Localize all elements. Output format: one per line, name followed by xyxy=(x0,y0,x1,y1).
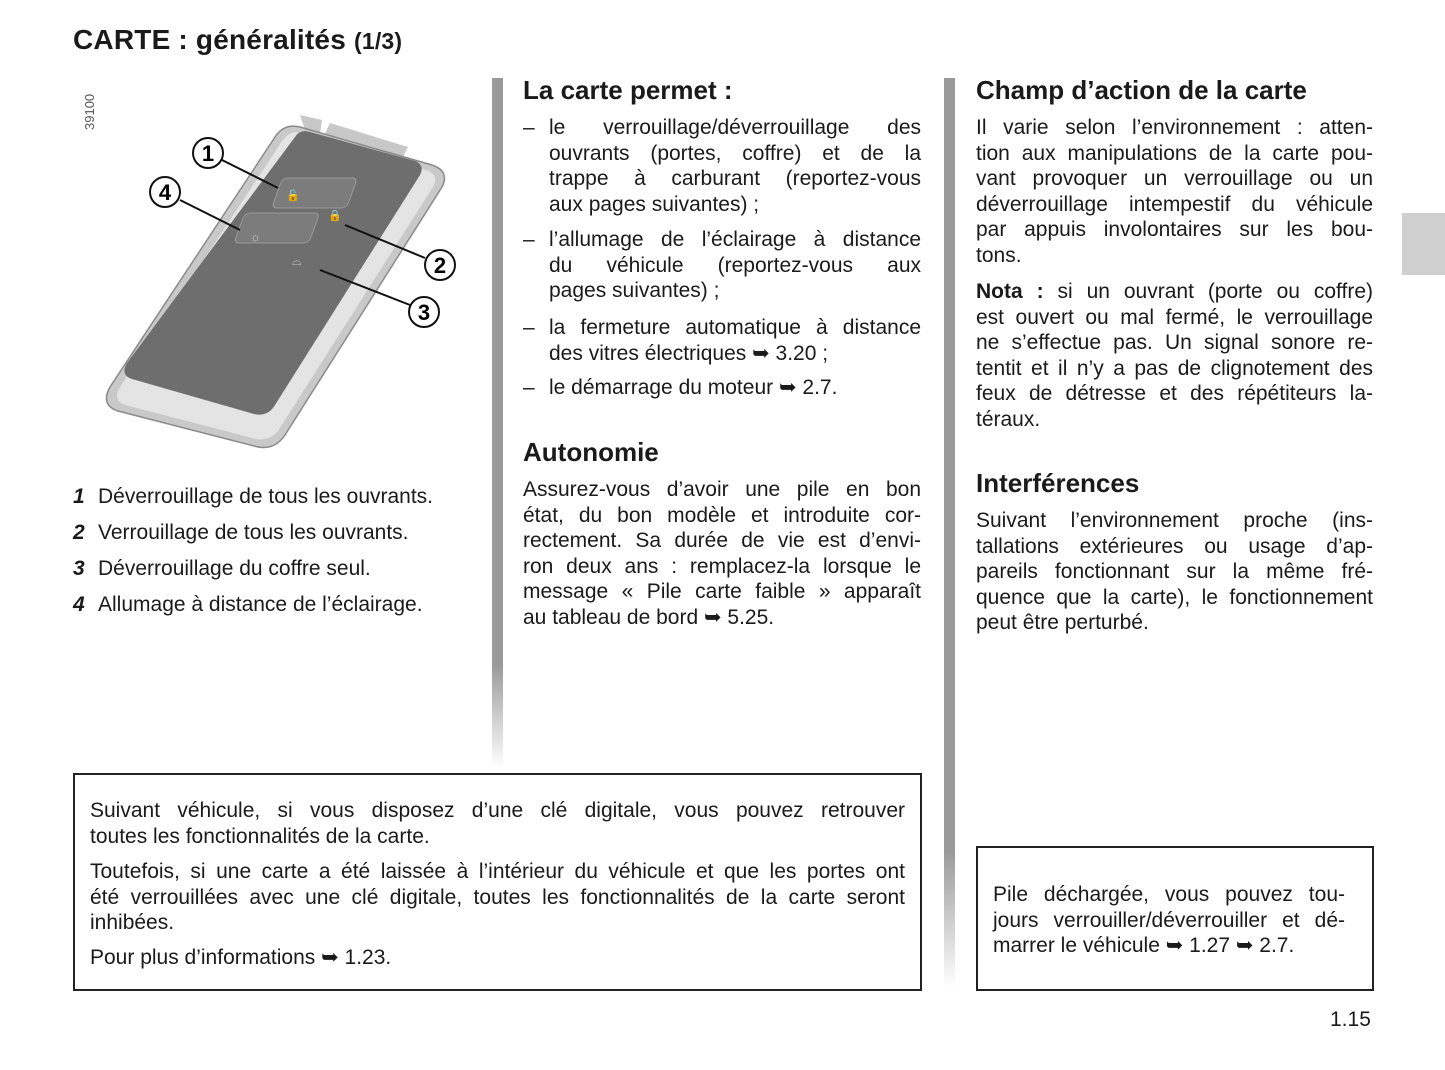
text-line: toutes les fonctionnalités de la carte. xyxy=(90,824,430,848)
digital-key-note-box xyxy=(73,773,922,991)
bullet-text xyxy=(549,375,921,401)
note-paragraph xyxy=(90,859,905,936)
callout-2 xyxy=(425,250,455,280)
text-line: été verrouillées avec une clé digitale, toutes les fonctionnalités de la carte seront xyxy=(90,885,905,909)
text-line: téraux. xyxy=(976,407,1041,431)
text-line: feux de détresse et des répétiteurs la- xyxy=(976,382,1373,405)
text-line: Suivant véhicule, si vous disposez d’une clé digitale, vous pouvez retrouver xyxy=(90,799,905,822)
text-line: Pour plus d’informations ➥ 1.23. xyxy=(90,946,392,969)
interference-paragraph xyxy=(976,508,1373,636)
legend-item xyxy=(73,556,371,582)
text-line: Toutefois, si une carte a été laissée à l’intérieur du véhicule et que les portes ont xyxy=(90,860,905,883)
title-text: CARTE : généralités xyxy=(73,24,346,55)
text-line: est ouvert ou mal fermé, le verrouillage xyxy=(976,305,1373,329)
text-line: au tableau de bord ➥ 5.25. xyxy=(523,605,775,629)
legend-num: 1 xyxy=(73,485,85,508)
callout-label: 3 xyxy=(417,300,431,325)
text-line: marrer le véhicule ➥ 1.27 ➥ 2.7. xyxy=(993,934,1295,957)
text-line: l’allumage de l’éclairage à distance xyxy=(549,228,921,251)
text-line: ne s’effectue pas. Un signal sonore re- xyxy=(976,331,1373,354)
note-paragraph xyxy=(90,945,905,971)
bullet-text xyxy=(549,315,921,366)
nota-label: Nota : xyxy=(976,280,1044,303)
legend-item xyxy=(73,520,409,546)
card-illustration xyxy=(70,75,470,480)
text-line: Assurez-vous d’avoir une pile en bon xyxy=(523,478,921,501)
text-line: du véhicule (reportez-vous aux xyxy=(549,253,921,277)
text-line: des vitres électriques ➥ 3.20 ; xyxy=(549,341,829,365)
nota-text xyxy=(976,305,1373,433)
legend-item xyxy=(73,592,423,618)
column-divider xyxy=(944,78,955,988)
callout-1 xyxy=(193,138,223,168)
column-divider xyxy=(492,78,503,768)
text-line: pareils fonctionnant sur la même fré- xyxy=(976,560,1373,583)
text-line: la fermeture automatique à distance xyxy=(549,316,921,339)
light-icon: ☼ xyxy=(250,230,261,244)
text-line: aux pages suivantes) ; xyxy=(549,192,760,216)
page-title xyxy=(73,24,402,56)
bullet-text xyxy=(549,115,921,217)
battery-note-box xyxy=(976,846,1374,991)
callout-4 xyxy=(150,177,180,207)
text-line: trappe à carburant (reportez-vous xyxy=(549,167,921,190)
section-heading-interference: Interférences xyxy=(976,468,1140,498)
text-line: peut être perturbé. xyxy=(976,611,1149,634)
dash: – xyxy=(523,316,535,339)
legend-item xyxy=(73,484,433,510)
nota-paragraph xyxy=(976,279,1373,432)
dash: – xyxy=(523,376,535,399)
text-line: quence que la carte), le fonctionnement xyxy=(976,585,1373,609)
key-card-image xyxy=(70,75,470,480)
text-line: le démarrage du moteur ➥ 2.7. xyxy=(549,376,838,399)
bullet-text xyxy=(549,227,921,304)
page-number: 1.15 xyxy=(1330,1008,1371,1031)
legend-text: Allumage à distance de l’éclairage. xyxy=(98,593,423,616)
text-line: inhibées. xyxy=(90,911,175,934)
trunk-icon: ⌓ xyxy=(292,254,302,268)
text-line: rectement. Sa durée de vie est d’envi- xyxy=(523,529,921,552)
chapter-tab xyxy=(1402,213,1445,275)
legend-text: Déverrouillage du coffre seul. xyxy=(98,557,371,580)
lock-icon: 🔒 xyxy=(328,210,342,222)
text-line: le verrouillage/déverrouillage des xyxy=(549,116,921,139)
text-line: vant provoquer un verrouillage ou un xyxy=(976,167,1373,190)
legend-text: Verrouillage de tous les ouvrants. xyxy=(98,521,409,544)
text-line: tion aux manipulations de la carte pou- xyxy=(976,141,1373,165)
callout-label: 1 xyxy=(201,141,215,166)
text-line: tentit et il n’y a pas de clignotement des xyxy=(976,356,1373,380)
section-heading-range: Champ d’action de la carte xyxy=(976,75,1307,105)
range-paragraph xyxy=(976,115,1373,268)
nota-first-text: si un ouvrant (porte ou coffre) xyxy=(1057,280,1373,303)
unlock-icon: 🔓 xyxy=(286,190,300,202)
note-paragraph xyxy=(90,798,905,849)
text-line: Suivant l’environnement proche (ins- xyxy=(976,509,1373,532)
callout-3 xyxy=(409,297,439,327)
text-line: Il varie selon l’environnement : atten- xyxy=(976,116,1373,139)
text-line: tons. xyxy=(976,243,1022,267)
text-line: état, du bon modèle et introduite cor- xyxy=(523,503,921,527)
nota-first-line xyxy=(976,279,1373,305)
callout-label: 4 xyxy=(158,180,172,205)
callout-label: 2 xyxy=(433,253,447,278)
legend-text: Déverrouillage de tous les ouvrants. xyxy=(98,485,434,508)
dash: – xyxy=(523,116,535,139)
text-line: pages suivantes) ; xyxy=(549,279,720,302)
figure-ref: 39100 xyxy=(82,93,97,130)
text-line: Pile déchargée, vous pouvez tou- xyxy=(993,883,1345,906)
section-heading-autonomy: Autonomie xyxy=(523,437,659,467)
text-line: par appuis involontaires sur les bou- xyxy=(976,218,1373,241)
legend-num: 4 xyxy=(73,593,85,616)
text-line: tallations extérieures ou usage d’ap- xyxy=(976,534,1373,558)
text-line: ron deux ans : remplacez-la lorsque le xyxy=(523,554,921,578)
note-paragraph xyxy=(993,882,1345,959)
text-line: déverrouillage intempestif du véhicule xyxy=(976,192,1373,216)
legend-num: 2 xyxy=(73,521,85,544)
legend-num: 3 xyxy=(73,557,85,580)
dash: – xyxy=(523,228,535,251)
title-part: (1/3) xyxy=(353,28,403,54)
section-heading-card-permits: La carte permet : xyxy=(523,75,733,105)
autonomy-paragraph xyxy=(523,477,921,630)
text-line: ouvrants (portes, coffre) et de la xyxy=(549,141,921,165)
text-line: jours verrouiller/déverrouiller et dé- xyxy=(993,908,1345,932)
text-line: message « Pile carte faible » apparaît xyxy=(523,580,921,603)
